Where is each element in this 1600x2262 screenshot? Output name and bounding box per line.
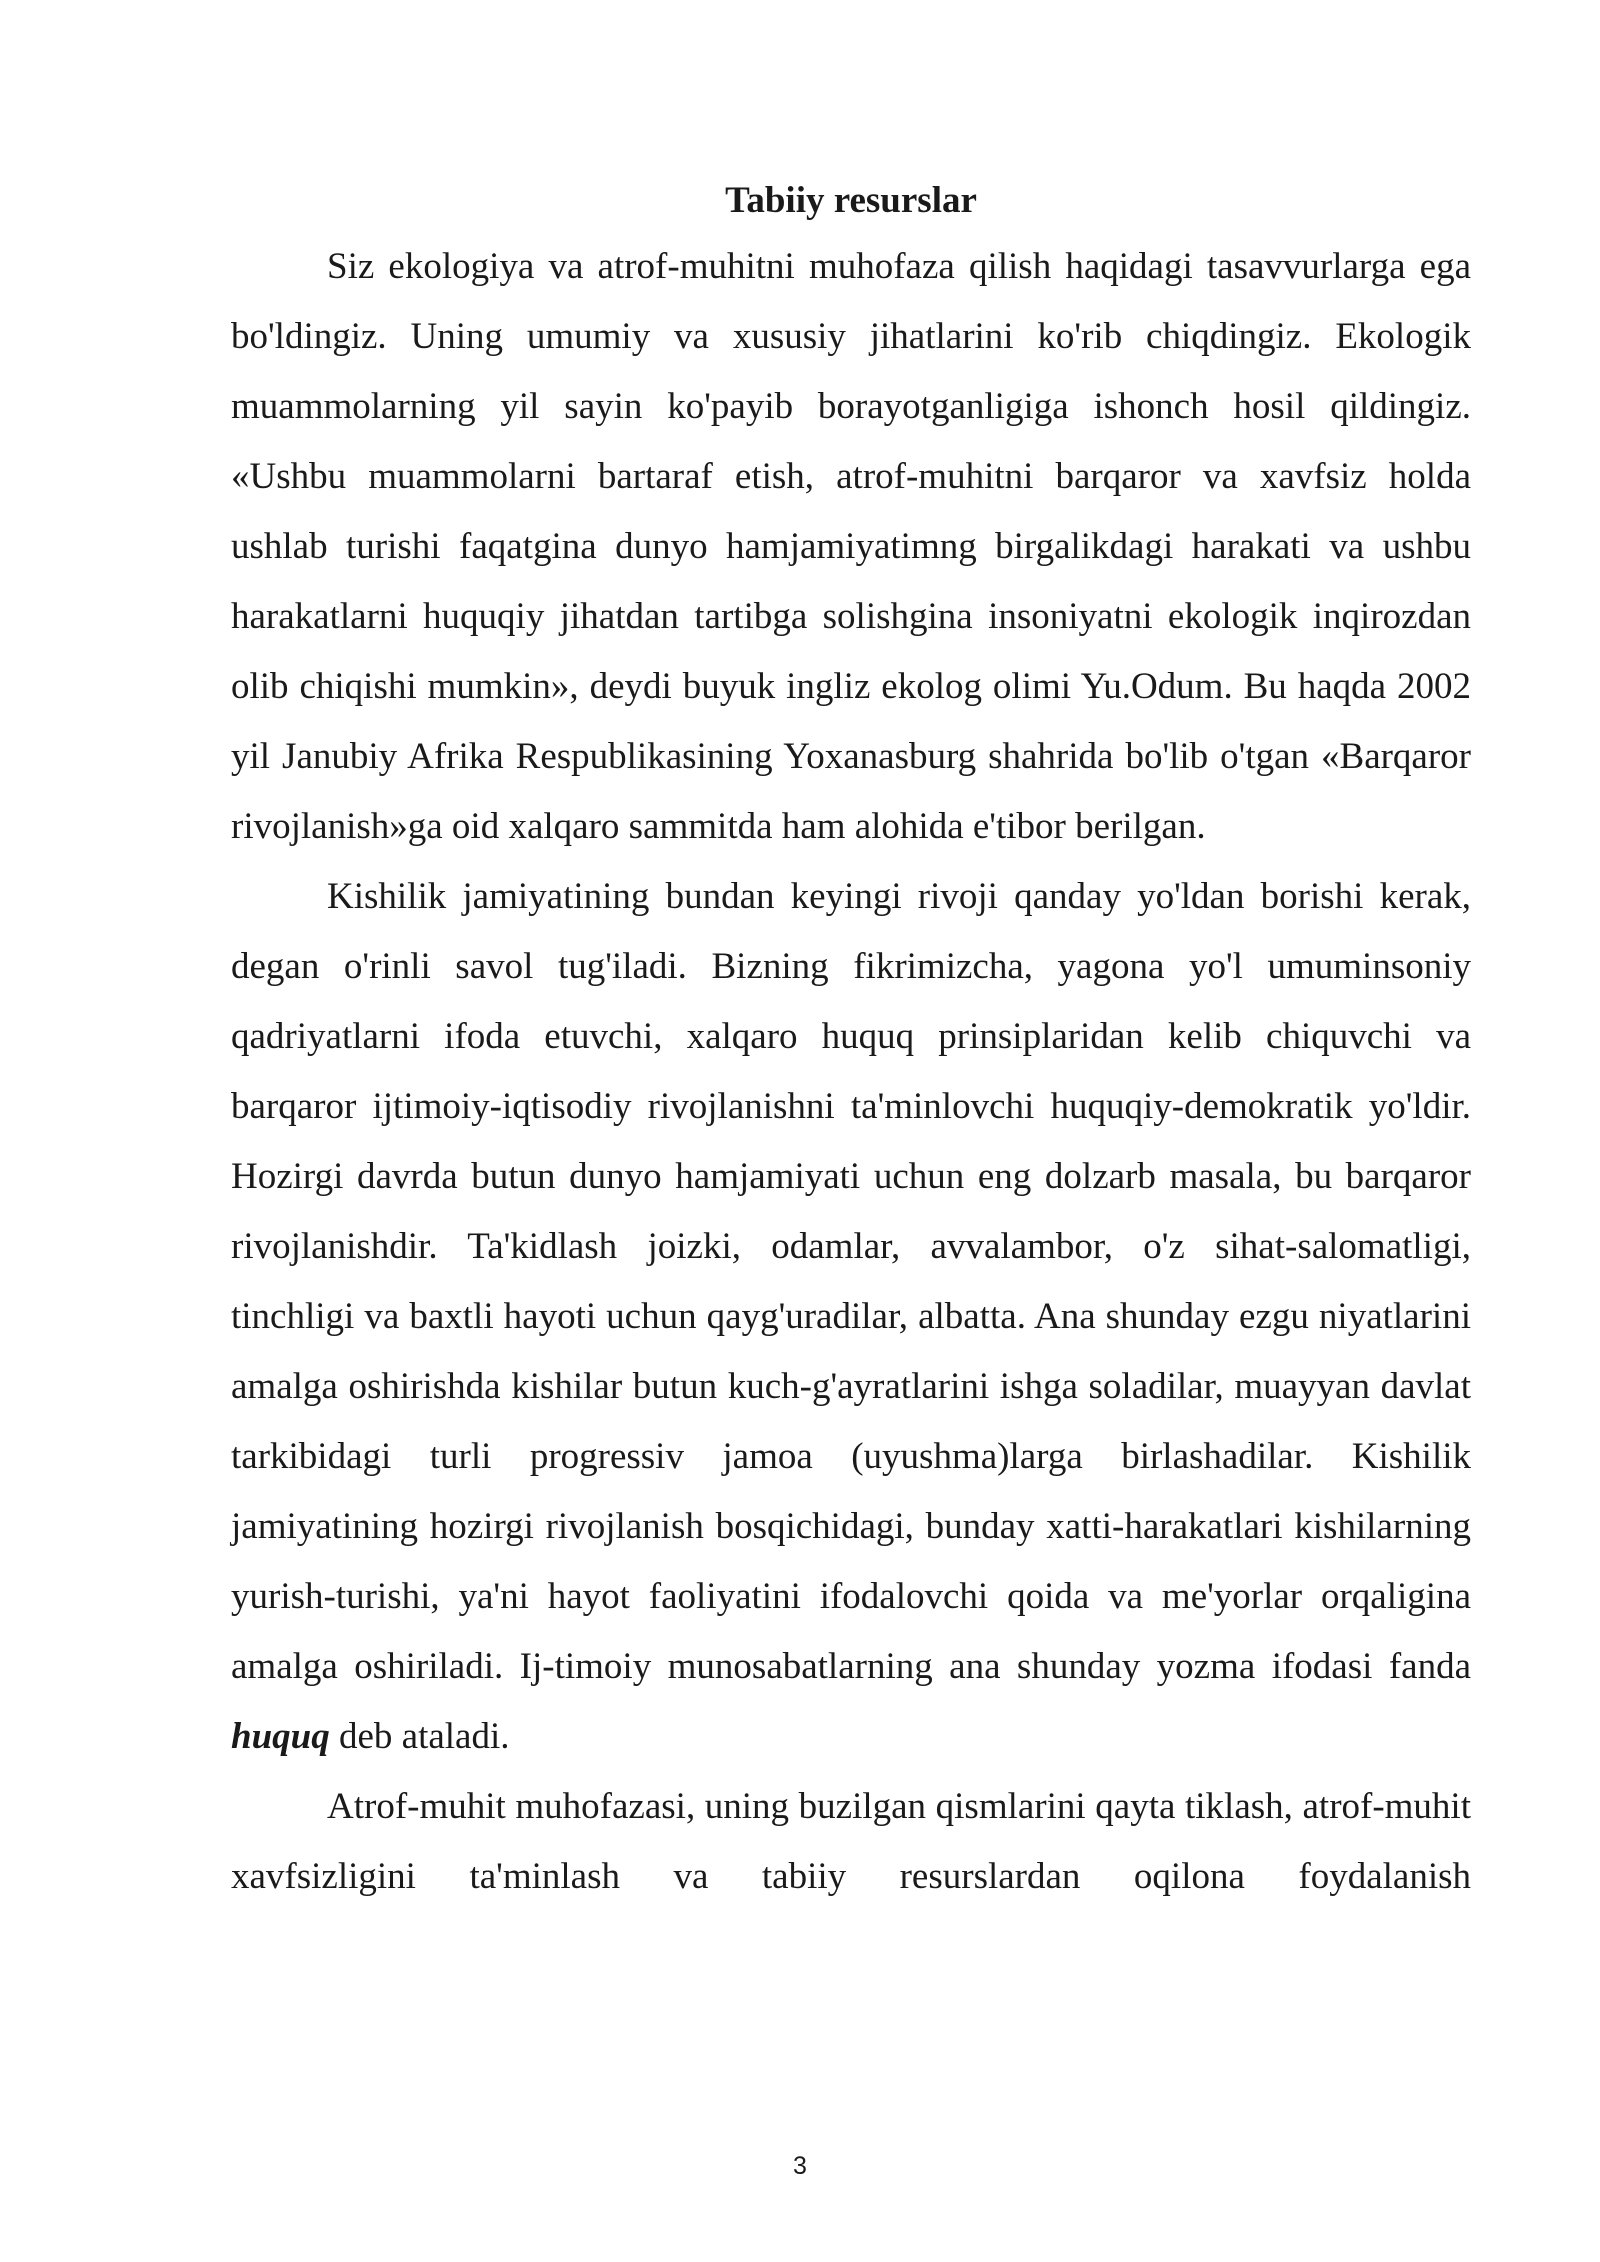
page-number: 3 xyxy=(793,2152,807,2180)
page-content xyxy=(231,170,1471,1912)
paragraph-2-text-after: deb ataladi. xyxy=(338,1716,510,1757)
page-title: Tabiiy resurslar xyxy=(725,180,977,221)
paragraph-2 xyxy=(231,862,1471,1772)
paragraph-1: Siz ekologiya va atrof-muhitni muhofaza qilish haqidagi tasavvurlarga ega bo'ldingiz. Uning umumiy va xususiy jihatlarini ko'rib chiqdingiz. Ekologik muammolarning yil sayin ko'payib borayotganligiga ishonch hosil qildingiz. «Ushbu muammolarni bartaraf etish, atrof-muhitni barqaror va xavfsiz holda ushlab turishi faqatgina dunyo hamjamiyatimng birgalikdagi harakati va ushbu harakatlarni huquqiy jihatdan tartibga solishgina insoniyatni ekologik inqirozdan olib chiqishi mumkin», deydi buyuk ingliz ekolog olimi Yu.Odum. Bu haqda 2002 yil Janubiy Afrika Respublikasining Yoxanasburg shahrida bo'lib o'tgan «Barqaror rivojlanish»ga oid xalqaro sammitda ham alohida e'tibor berilgan. xyxy=(231,246,1471,847)
paragraph-2-text-before: Kishilik jamiyatining bundan keyingi rivoji qanday yo'ldan borishi kerak, degan o'rinli savol tug'iladi. Bizning fikrimizcha, yagona yo'l umuminsoniy qadriyatlarni ifoda etuvchi, xalqaro huquq prinsiplaridan kelib chiquvchi va barqaror ijtimoiy-iqtisodiy rivojlanishni ta'minlovchi huquqiy-demokratik yo'ldir. Hozirgi davrda butun dunyo hamjamiyati uchun eng dolzarb masala, bu barqaror rivojlanishdir. Ta'kidlash joizki, odamlar, avvalambor, o'z sihat-salomatligi, tinchligi va baxtli hayoti uchun qayg'uradilar, albatta. Ana shunday ezgu niyatlarini amalga oshirishda kishilar butun kuch-g'ayratlarini ishga soladilar, muayyan davlat tarkibidagi turli progressiv jamoa (uyushma)larga birlashadilar. Kishilik jamiyatining hozirgi rivojlanish bosqichidagi, bunday xatti-harakatlari kishilarning yurish-turishi, ya'ni hayot faoliyatini ifodalovchi qoida va me'yorlar orqaligina amalga oshiriladi. Ij-timoiy munosabatlarning ana shunday yozma ifodasi fanda xyxy=(231,876,1471,1687)
paragraph-3: Atrof-muhit muhofazasi, uning buzilgan qismlarini qayta tiklash, atrof-muhit xavfsizligini ta'minlash va tabiiy resurslardan oqilona foydalanish xyxy=(231,1786,1471,1897)
emphasized-term: huquq xyxy=(231,1716,330,1757)
